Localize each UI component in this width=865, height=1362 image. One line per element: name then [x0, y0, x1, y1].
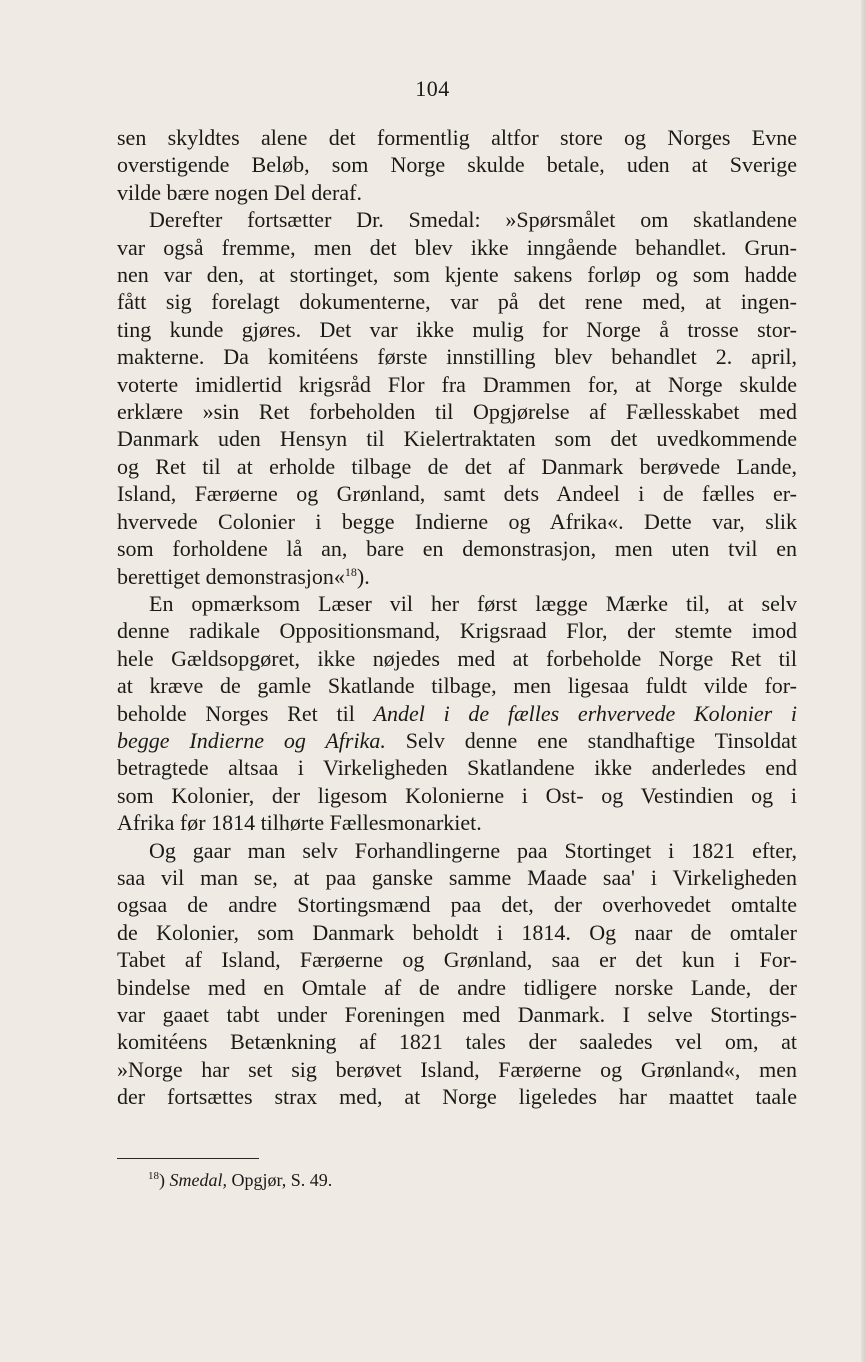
text-line: »Norge har set sig berøvet Island, Færøerne og Grønland«, men — [117, 1056, 797, 1082]
text-line: der fortsættes strax med, at Norge ligeledes har maattet taale — [117, 1084, 797, 1110]
text-line: var også fremme, men det blev ikke inngående behandlet. Grun- — [117, 234, 797, 260]
text-line: komitéens Betænkning af 1821 tales der saaledes vel om, at — [117, 1029, 797, 1055]
text-line: fått sig forelagt dokumenterne, var på det rene med, at ingen- — [117, 289, 797, 315]
text-line: Tabet af Island, Færøerne og Grønland, saa er det kun i For- — [117, 947, 797, 973]
text-line — [117, 563, 797, 590]
italic-text: begge Indierne og Afrika. — [117, 727, 386, 753]
text-line: bindelse med en Omtale af de andre tidligere norske Lande, der — [117, 974, 797, 1000]
text-segment: beholde Norges Ret til — [117, 700, 355, 726]
footnote-author: Smedal, — [169, 1170, 227, 1190]
text-segment: berettiget demonstrasjon« — [117, 563, 345, 589]
text-line: som forholdene lå an, bare en demonstrasjon, men uten tvil en — [117, 536, 797, 562]
footnote-marker: 18 — [148, 1170, 159, 1182]
text-line: voterte imidlertid krigsråd Flor fra Drammen for, at Norge skulde — [117, 371, 797, 397]
page-number: 104 — [415, 76, 450, 101]
footnote-paren: ) — [159, 1170, 165, 1190]
text-line: vilde bære nogen Del deraf. — [117, 179, 362, 205]
text-line: makterne. Da komitéens første innstilling blev behandlet 2. april, — [117, 344, 797, 370]
body-text — [117, 124, 797, 1111]
text-line: denne radikale Oppositionsmand, Krigsraad Flor, der stemte imod — [117, 618, 797, 644]
text-line: ting kunde gjøres. Det var ikke mulig for Norge å trosse stor- — [117, 316, 797, 342]
text-line: hele Gældsopgøret, ikke nøjedes med at forbeholde Norge Ret til — [117, 645, 797, 671]
footnote-source: Opgjør, S. 49. — [231, 1170, 333, 1190]
text-line: En opmærksom Læser vil her først lægge Mærke til, at selv — [149, 590, 797, 616]
text-line: at kræve de gamle Skatlande tilbage, men ligesaa fuldt vilde for- — [117, 673, 797, 699]
text-line: betragtede altsaa i Virkeligheden Skatlandene ikke anderledes end — [117, 755, 797, 781]
text-line: ogsaa de andre Stortingsmænd paa det, der overhovedet omtalte — [117, 892, 797, 918]
text-line: Island, Færøerne og Grønland, samt dets Andeel i de fælles er- — [117, 481, 797, 507]
text-line: hvervede Colonier i begge Indierne og Afrika«. Dette var, slik — [117, 508, 797, 534]
text-line: var gaaet tabt under Foreningen med Danmark. I selve Stortings- — [117, 1002, 797, 1027]
italic-text: Andel i de fælles erhvervede Kolonier i — [373, 700, 798, 726]
text-line: Derefter fortsætter Dr. Smedal: »Spørsmålet om skatlandene — [149, 207, 797, 233]
text-line — [117, 727, 797, 754]
footnote-divider — [117, 1158, 259, 1159]
page-edge — [861, 0, 865, 1362]
text-line: de Kolonier, som Danmark beholdt i 1814. Og naar de omtaler — [117, 919, 797, 945]
text-line: nen var den, at stortinget, som kjente sakens forløp og som hadde — [117, 262, 797, 288]
text-line: og Ret til at erholde tilbage de det af Danmark berøvede Lande, — [117, 453, 797, 479]
footnote — [148, 1170, 332, 1191]
text-line: overstigende Beløb, som Norge skulde betale, uden at Sverige — [117, 152, 797, 178]
closing-paren: ). — [356, 563, 370, 589]
text-segment: Selv denne ene standhaftige Tinsoldat — [405, 727, 797, 753]
text-line: Og gaar man selv Forhandlingerne paa Stortinget i 1821 efter, — [149, 837, 797, 863]
text-line: som Kolonier, der ligesom Kolonierne i Ost- og Vestindien og i — [117, 782, 797, 808]
footnote-reference[interactable]: 18 — [344, 564, 357, 579]
text-line: sen skyldtes alene det formentlig altfor store og Norges Evne — [117, 125, 797, 150]
text-line: saa vil man se, at paa ganske samme Maade saa' i Virkeligheden — [117, 864, 797, 890]
text-line: erklære »sin Ret forbeholden til Opgjørelse af Fællesskabet med — [117, 399, 797, 425]
text-line: Danmark uden Hensyn til Kielertraktaten som det uvedkommende — [117, 426, 797, 452]
text-line — [117, 700, 797, 727]
text-line: Afrika før 1814 tilhørte Fællesmonarkiet. — [117, 810, 482, 836]
